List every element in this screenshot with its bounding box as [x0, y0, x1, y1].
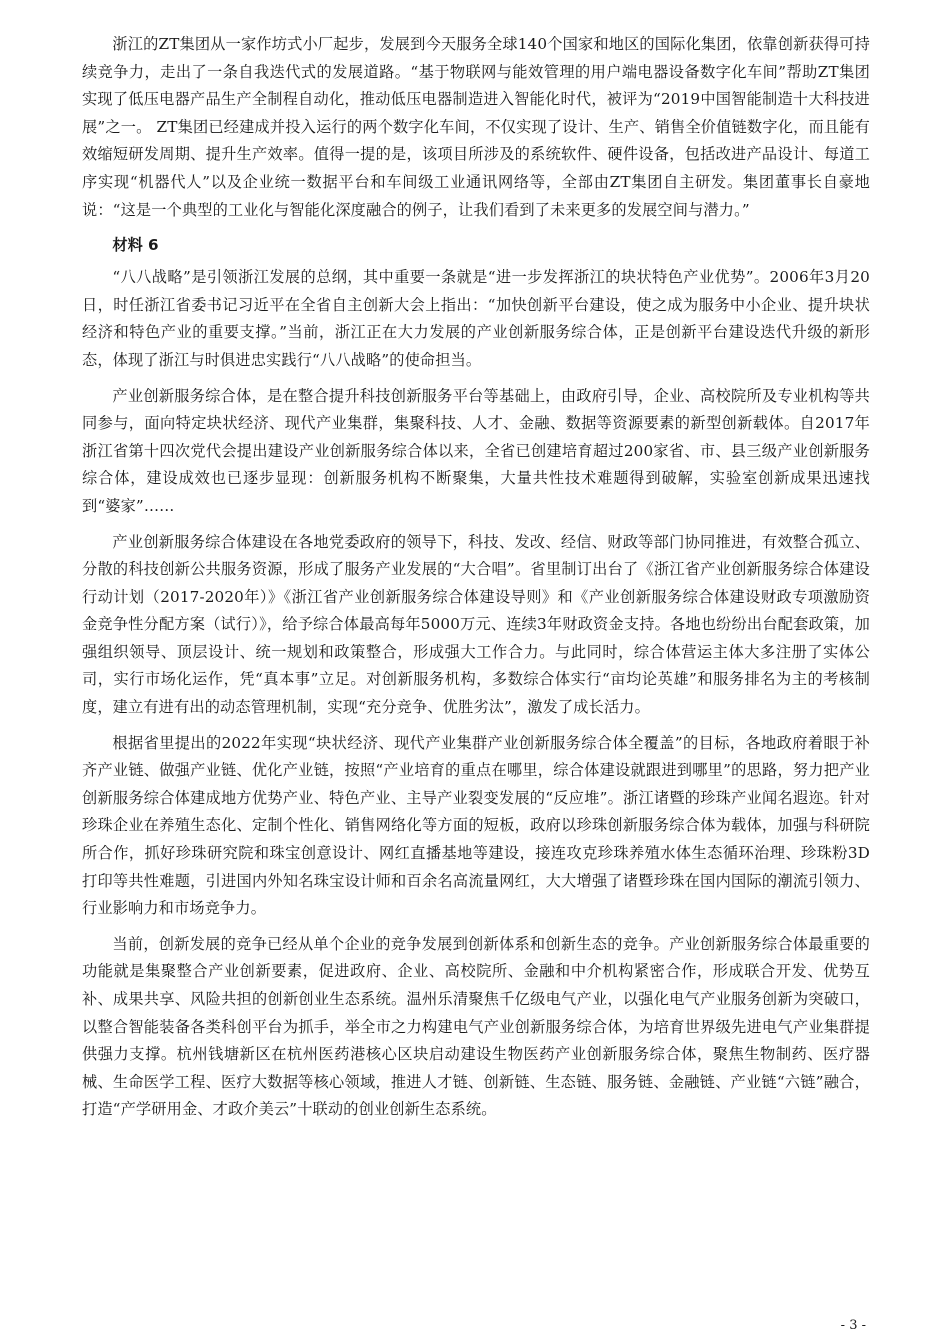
document-body — [82, 31, 870, 1132]
page-number: - 3 - — [840, 1318, 866, 1333]
paragraph-policy-support: 产业创新服务综合体建设在各地党委政府的领导下，科技、发改、经信、财政等部门协同推进，有效整合孤立、分散的科技创新公共服务资源，形成了服务产业发展的“大合唱”。省里制订出台了《浙江省产业创新服务综合体建设行动计划（2017-2020年）》《浙江省产业创新服务综合体建设导则》和《产业创新服务综合体建设财政专项激励资金竞争性分配方案（试行）》，给予综合体最高每年5000万元、连续3年财政资金支持。各地也纷纷出台配套政策，加强组织领导、顶层设计、统一规划和政策整合，形成强大工作合力。与此同时，综合体营运主体大多注册了实体公司，实行市场化运作，凭“真本事”立足。对创新服务机构，多数综合体实行“亩均论英雄”和服务排名为主的考核制度，建立有进有出的动态管理机制，实现“充分竞争、优胜劣汰”，激发了成长活力。 — [82, 532, 870, 717]
paragraph-eight-eight-strategy: “八八战略”是引领浙江发展的总纲，其中重要一条就是“进一步发挥浙江的块状特色产业优势”。2006年3月20日，时任浙江省委书记习近平在全省自主创新大会上指出：“加快创新平台建设，使之成为服务中小企业、提升块状经济和特色产业的重要支撑。”当前，浙江正在大力发展的产业创新服务综合体，正是创新平台建设迭代升级的新形态，体现了浙江与时俱进忠实践行“八八战略”的使命担当。 — [82, 268, 870, 369]
paragraph-zhuji-pearl: 根据省里提出的2022年实现“块状经济、现代产业集群产业创新服务综合体全覆盖”的目标，各地政府着眼于补齐产业链、做强产业链、优化产业链，按照“产业培育的重点在哪里，综合体建设就跟进到哪里”的思路，努力把产业创新服务综合体建成地方优势产业、特色产业、主导产业裂变发展的“反应堆”。浙江诸暨的珍珠产业闻名遐迩。针对珍珠企业在养殖生态化、定制个性化、销售网络化等方面的短板，政府以珍珠创新服务综合体为载体，加强与科研院所合作，抓好珍珠研究院和珠宝创意设计、网红直播基地等建设，接连攻克珍珠养殖水体生态循环治理、珍珠粉3D打印等共性难题，引进国内外知名珠宝设计师和百余名高流量网红，大大增强了诸暨珍珠在国内国际的潮流引领力、行业影响力和市场竞争力。 — [82, 733, 870, 918]
paragraph-innovation-ecosystem: 当前，创新发展的竞争已经从单个企业的竞争发展到创新体系和创新生态的竞争。产业创新服务综合体最重要的功能就是集聚整合产业创新要素，促进政府、企业、高校院所、金融和中介机构紧密合作，形成联合开发、优势互补、成果共享、风险共担的创新创业生态系统。温州乐清聚焦千亿级电气产业，以强化电气产业服务创新为突破口，以整合智能装备各类科创平台为抓手，举全市之力构建电气产业创新服务综合体，为培育世界级先进电气产业集群提供强力支撑。杭州钱塘新区在杭州医药港核心区块启动建设生物医药产业创新服务综合体，聚焦生物制药、医疗器械、生命医学工程、医疗大数据等核心领域，推进人才链、创新链、生态链、服务链、金融链、产业链“六链”融合，打造“产学研用金、才政介美云”十联动的创业创新生态系统。 — [82, 934, 870, 1119]
paragraph-zt-group: 浙江的ZT集团从一家作坊式小厂起步，发展到今天服务全球140个国家和地区的国际化集团，依靠创新获得可持续竞争力，走出了一条自我迭代式的发展道路。“基于物联网与能效管理的用户端电器设备数字化车间”帮助ZT集团实现了低压电器产品生产全制程自动化，推动低压电器制造进入智能化时代，被评为“2019中国智能制造十大科技进展”之一。 ZT集团已经建成并投入运行的两个数字化车间，不仅实现了设计、生产、销售全价值链数字化，而且能有效缩短研发周期、提升生产效率。值得一提的是，该项目所涉及的系统软件、硬件设备，包括改进产品设计、每道工序实现“机器代人”以及企业统一数据平台和车间级工业通讯网络等，全部由ZT集团自主研发。集团董事长自豪地说：“这是一个典型的工业化与智能化深度融合的例子，让我们看到了未来更多的发展空间与潜力。” — [82, 35, 870, 219]
section-heading: 材料 6 — [112, 236, 159, 255]
paragraph-innovation-complex-definition: 产业创新服务综合体，是在整合提升科技创新服务平台等基础上，由政府引导，企业、高校院所及专业机构等共同参与，面向特定块状经济、现代产业集群，集聚科技、人才、金融、数据等资源要素的新型创新载体。自2017年浙江省第十四次党代会提出建设产业创新服务综合体以来，全省已创建培育超过200家省、市、县三级产业创新服务综合体，建设成效也已逐步显现：创新服务机构不断聚集，大量共性技术难题得到破解，实验室创新成果迅速找到“婆家”…… — [82, 386, 870, 515]
